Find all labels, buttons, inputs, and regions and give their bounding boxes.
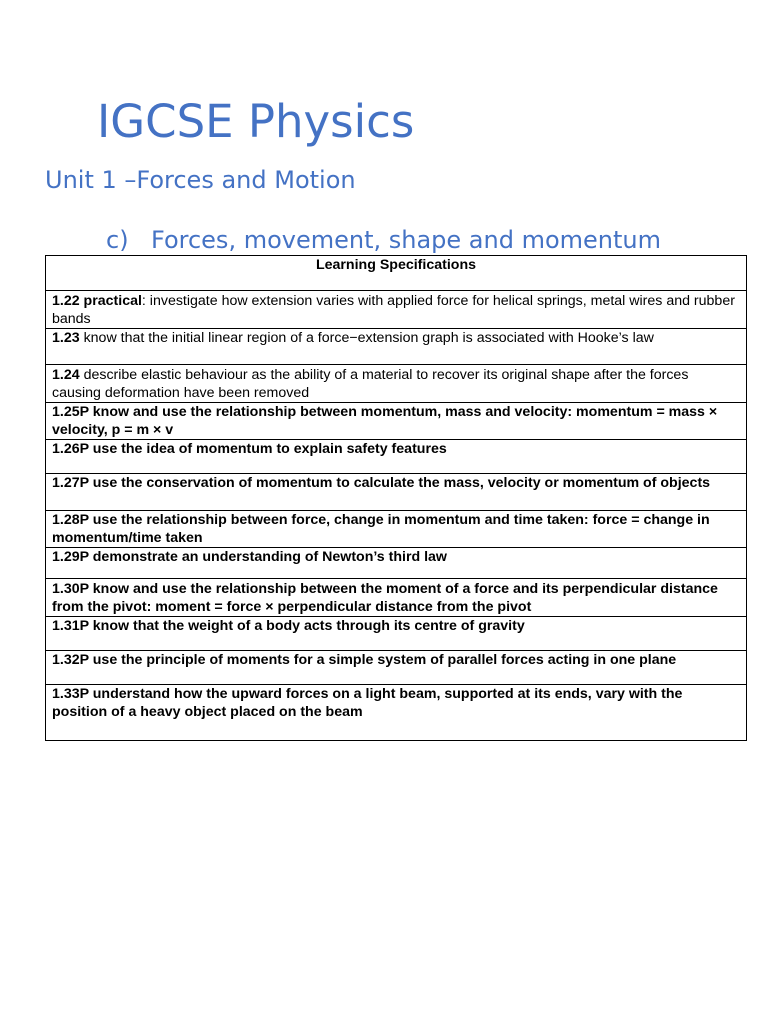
spec-text: demonstrate an understanding of Newton’s third law: [88, 549, 447, 565]
spec-text: understand how the upward forces on a light beam, supported at its ends, vary with the position of a heavy object placed on the beam: [52, 686, 683, 720]
section-title: Forces, movement, shape and momentum: [151, 226, 661, 254]
spec-cell: [46, 579, 747, 617]
spec-text: use the idea of momentum to explain safety features: [88, 441, 447, 457]
table-row: [46, 365, 747, 403]
spec-text: : investigate how extension varies with applied force for helical springs, metal wires and rubber bands: [52, 293, 735, 327]
spec-code: 1.33P: [52, 686, 89, 702]
spec-cell: [46, 440, 747, 474]
spec-cell: [46, 329, 747, 365]
table-row: [46, 651, 747, 685]
spec-cell: [46, 474, 747, 511]
learning-specifications-table: [45, 255, 747, 741]
spec-text: know that the initial linear region of a force−extension graph is associated with Hooke’s law: [79, 330, 654, 346]
unit-heading: Unit 1 –Forces and Motion: [45, 166, 356, 194]
spec-code: 1.25P: [52, 404, 89, 420]
document-title: IGCSE Physics: [97, 95, 415, 148]
spec-cell: [46, 548, 747, 579]
spec-code: 1.32P: [52, 652, 89, 668]
spec-code: 1.24: [52, 367, 80, 383]
table-row: [46, 291, 747, 329]
spec-code: 1.30P: [52, 581, 89, 597]
section-letter: c): [106, 226, 129, 254]
spec-code: 1.27P: [52, 475, 89, 491]
spec-cell: [46, 685, 747, 741]
table-header-cell: Learning Specifications: [46, 256, 747, 291]
table-row: [46, 440, 747, 474]
spec-text: use the conservation of momentum to calculate the mass, velocity or momentum of objects: [88, 475, 711, 491]
spec-text: use the relationship between force, change in momentum and time taken: force = change in momentum/time taken: [52, 512, 710, 546]
spec-code: 1.22 practical: [52, 293, 142, 309]
table-header-row: [46, 256, 747, 291]
spec-code: 1.31P: [52, 618, 89, 634]
table-row: [46, 579, 747, 617]
table-row: [46, 329, 747, 365]
table-row: [46, 511, 747, 548]
spec-code: 1.26P: [52, 441, 89, 457]
spec-code: 1.28P: [52, 512, 89, 528]
table-row: [46, 685, 747, 741]
table-row: [46, 474, 747, 511]
spec-text: know and use the relationship between momentum, mass and velocity: momentum = mass × velocity, p = m × v: [52, 404, 718, 438]
spec-text: know and use the relationship between the moment of a force and its perpendicular distance from the pivot: moment = force × perpendicular distance from the pivot: [52, 581, 718, 615]
spec-text: use the principle of moments for a simple system of parallel forces acting in one plane: [88, 652, 677, 668]
table-row: [46, 617, 747, 651]
table-row: [46, 403, 747, 440]
spec-cell: [46, 651, 747, 685]
spec-text: know that the weight of a body acts through its centre of gravity: [88, 618, 525, 634]
spec-code: 1.23: [52, 330, 80, 346]
spec-cell: [46, 617, 747, 651]
spec-cell: [46, 291, 747, 329]
section-heading: [106, 225, 661, 255]
spec-cell: [46, 403, 747, 440]
spec-cell: [46, 365, 747, 403]
spec-text: describe elastic behaviour as the ability of a material to recover its original shape after the forces causing deformation have been removed: [52, 367, 689, 401]
spec-cell: [46, 511, 747, 548]
spec-code: 1.29P: [52, 549, 89, 565]
table-row: [46, 548, 747, 579]
